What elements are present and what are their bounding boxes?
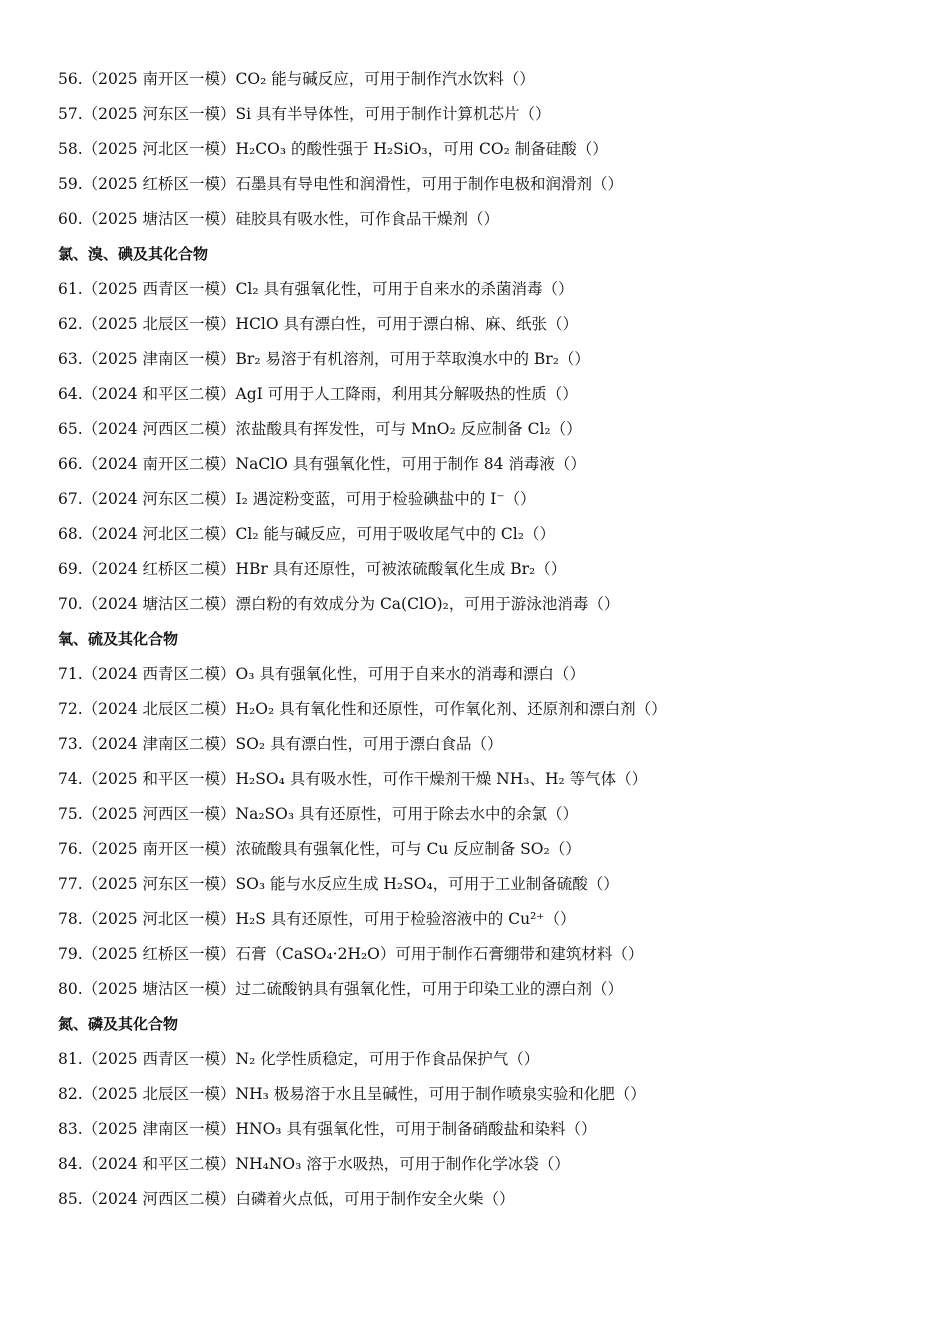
question-item-59: 59.（2025 红桥区一模）石墨具有导电性和润滑性，可用于制作电极和润滑剂（） (58, 175, 624, 193)
question-item-80: 80.（2025 塘沽区一模）过二硫酸钠具有强氧化性，可用于印染工业的漂白剂（） (58, 980, 624, 998)
question-item-71: 71.（2024 西青区二模）O₃ 具有强氧化性，可用于自来水的消毒和漂白（） (58, 665, 585, 683)
document-page (58, 62, 918, 1217)
question-item-67: 67.（2024 河东区二模）I₂ 遇淀粉变蓝，可用于检验碘盐中的 I⁻（） (58, 490, 536, 508)
question-item-84: 84.（2024 和平区二模）NH₄NO₃ 溶于水吸热，可用于制作化学冰袋（） (58, 1155, 570, 1173)
question-item-70: 70.（2024 塘沽区二模）漂白粉的有效成分为 Ca(ClO)₂，可用于游泳池消毒（） (58, 595, 620, 613)
section-heading-halogens: 氯、溴、碘及其化合物 (58, 245, 209, 263)
question-item-64: 64.（2024 和平区二模）AgI 可用于人工降雨，利用其分解吸热的性质（） (58, 385, 578, 403)
question-item-81: 81.（2025 西青区一模）N₂ 化学性质稳定，可用于作食品保护气（） (58, 1050, 540, 1068)
question-item-72: 72.（2024 北辰区二模）H₂O₂ 具有氧化性和还原性，可作氧化剂、还原剂和漂白剂（） (58, 700, 667, 718)
question-item-79: 79.（2025 红桥区一模）石膏（CaSO₄·2H₂O）可用于制作石膏绷带和建筑材料（） (58, 945, 644, 963)
question-item-56: 56.（2025 南开区一模）CO₂ 能与碱反应，可用于制作汽水饮料（） (58, 70, 535, 88)
question-item-73: 73.（2024 津南区二模）SO₂ 具有漂白性，可用于漂白食品（） (58, 735, 503, 753)
question-item-65: 65.（2024 河西区二模）浓盐酸具有挥发性，可与 MnO₂ 反应制备 Cl₂（） (58, 420, 582, 438)
question-item-58: 58.（2025 河北区一模）H₂CO₃ 的酸性强于 H₂SiO₃，可用 CO₂ 制备硅酸（） (58, 140, 608, 158)
question-item-69: 69.（2024 红桥区二模）HBr 具有还原性，可被浓硫酸氧化生成 Br₂（） (58, 560, 567, 578)
question-item-76: 76.（2025 南开区一模）浓硫酸具有强氧化性，可与 Cu 反应制备 SO₂（） (58, 840, 581, 858)
section-heading-oxygen-sulfur: 氧、硫及其化合物 (58, 630, 179, 648)
question-item-74: 74.（2025 和平区一模）H₂SO₄ 具有吸水性，可作干燥剂干燥 NH₃、H₂ 等气体（） (58, 770, 648, 788)
question-item-66: 66.（2024 南开区二模）NaClO 具有强氧化性，可用于制作 84 消毒液（） (58, 455, 586, 473)
question-item-85: 85.（2024 河西区二模）白磷着火点低，可用于制作安全火柴（） (58, 1190, 515, 1208)
question-item-83: 83.（2025 津南区一模）HNO₃ 具有强氧化性，可用于制备硝酸盐和染料（） (58, 1120, 597, 1138)
section-heading-nitrogen-phosphorus: 氮、磷及其化合物 (58, 1015, 179, 1033)
question-item-68: 68.（2024 河北区二模）Cl₂ 能与碱反应，可用于吸收尾气中的 Cl₂（） (58, 525, 555, 543)
question-item-63: 63.（2025 津南区一模）Br₂ 易溶于有机溶剂，可用于萃取溴水中的 Br₂（） (58, 350, 590, 368)
question-item-75: 75.（2025 河西区一模）Na₂SO₃ 具有还原性，可用于除去水中的余氯（） (58, 805, 579, 823)
question-item-77: 77.（2025 河东区一模）SO₃ 能与水反应生成 H₂SO₄，可用于工业制备硫酸（） (58, 875, 619, 893)
question-item-62: 62.（2025 北辰区一模）HClO 具有漂白性，可用于漂白棉、麻、纸张（） (58, 315, 578, 333)
question-item-57: 57.（2025 河东区一模）Si 具有半导体性，可用于制作计算机芯片（） (58, 105, 551, 123)
question-item-61: 61.（2025 西青区一模）Cl₂ 具有强氧化性，可用于自来水的杀菌消毒（） (58, 280, 574, 298)
question-item-78: 78.（2025 河北区一模）H₂S 具有还原性，可用于检验溶液中的 Cu²⁺（） (58, 910, 576, 928)
question-item-60: 60.（2025 塘沽区一模）硅胶具有吸水性，可作食品干燥剂（） (58, 210, 500, 228)
question-item-82: 82.（2025 北辰区一模）NH₃ 极易溶于水且呈碱性，可用于制作喷泉实验和化肥（） (58, 1085, 646, 1103)
